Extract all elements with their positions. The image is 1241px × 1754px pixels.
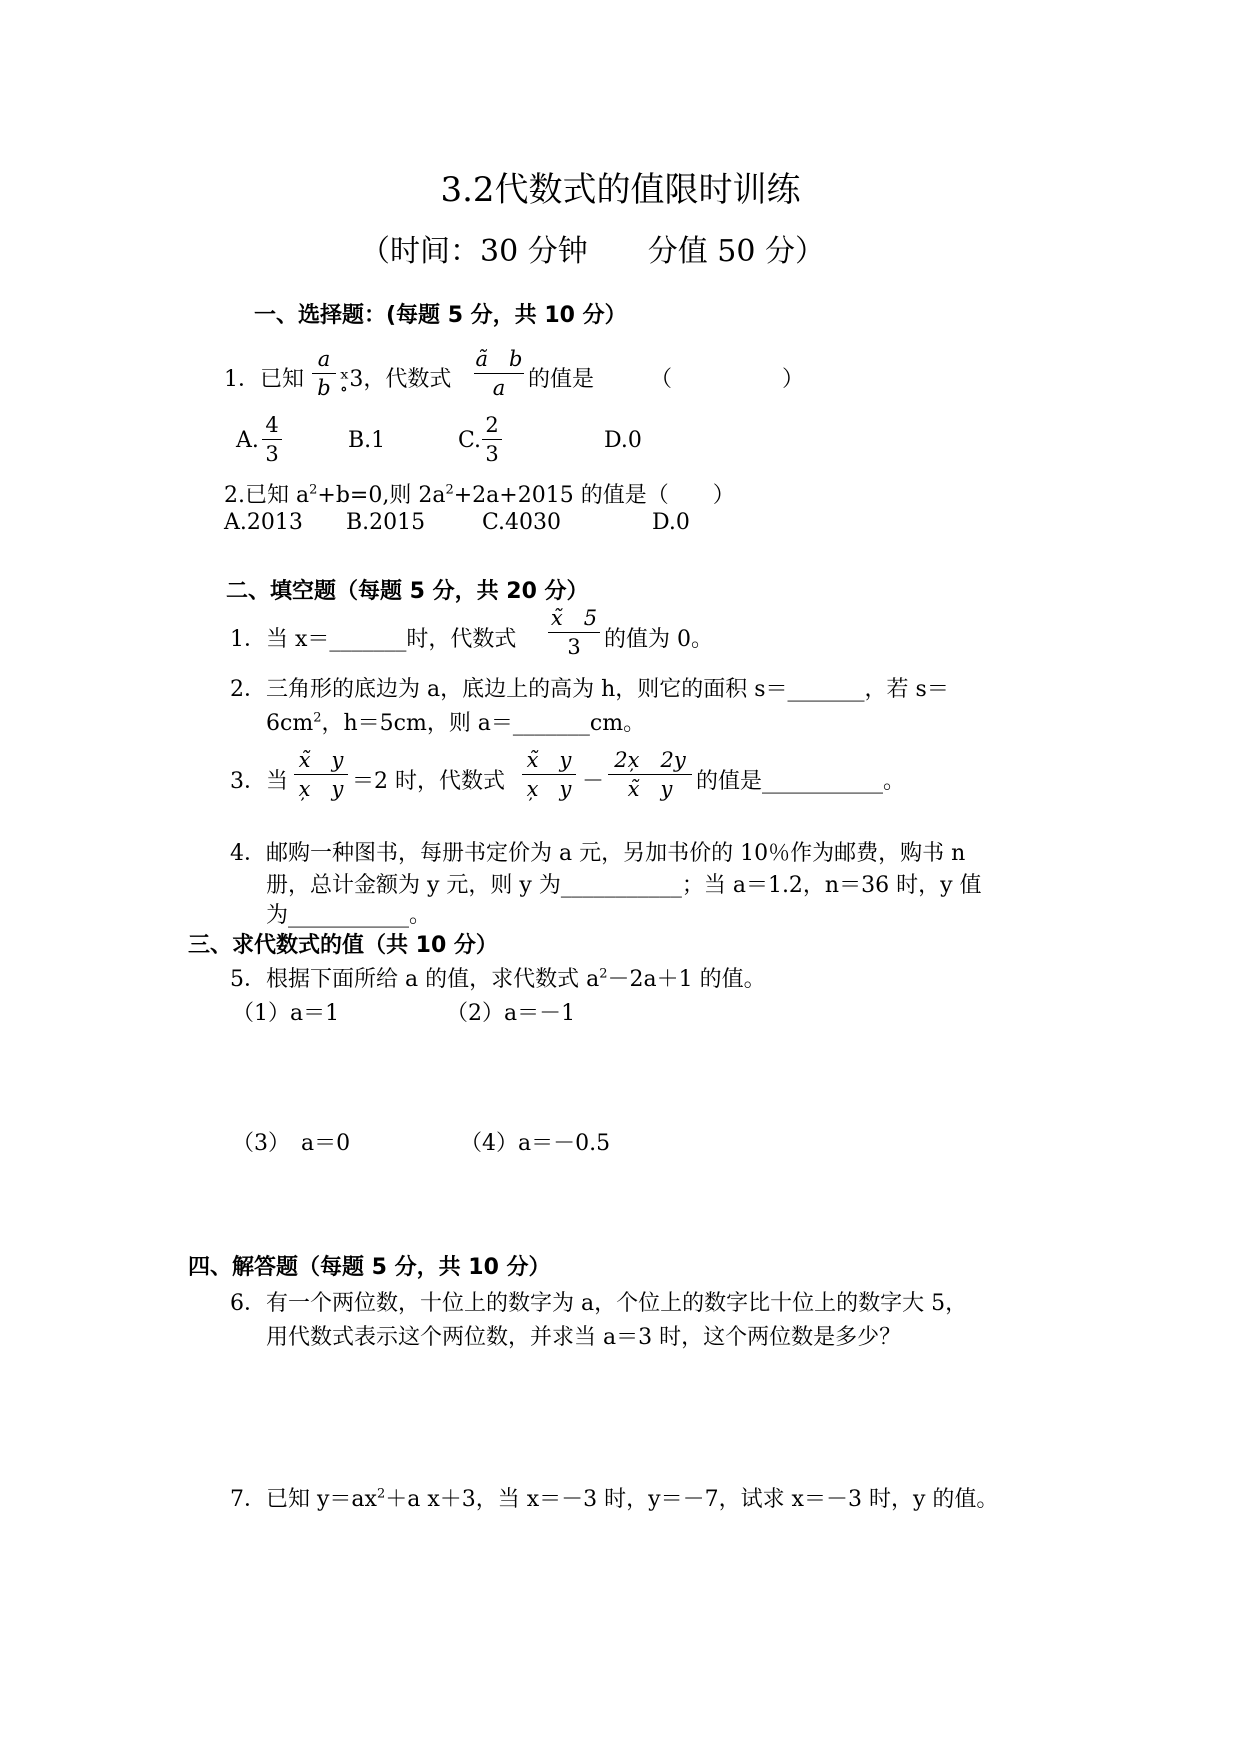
superscript: 2: [376, 1486, 386, 1502]
f2-line2-part: ，h＝5cm，则 a＝_______cm。: [321, 711, 646, 736]
q1-suffix: 的值是: [528, 367, 595, 392]
q1-option-c-fraction: [482, 411, 502, 468]
fraction-denominator: 3: [265, 442, 279, 466]
q2-option-a: A.2013: [224, 510, 303, 535]
superscript: 2: [445, 482, 454, 498]
q2-stem-part: +2a+2015 的值是（ ）: [453, 483, 735, 508]
e5-stem-part: －2a＋1 的值。: [607, 967, 766, 992]
q1-option-c-label: C.: [458, 428, 482, 453]
fraction-numerator: x̃ 5: [550, 606, 598, 630]
fraction-numerator: ã b: [475, 347, 523, 371]
f3-suffix: 的值是___________。: [696, 769, 906, 794]
f4-line3: 为___________。: [266, 903, 432, 928]
f1-fraction: [548, 604, 600, 661]
page-title: 3.2代数式的值限时训练: [440, 170, 801, 210]
f3-prefix: 3．当: [230, 769, 288, 794]
section-heading-fill-blank: 二、填空题（每题 5 分，共 20 分）: [226, 579, 589, 604]
a7-part: ＋a x＋3，当 x＝－3 时，y＝－7，试求 x＝－3 时，y 的值。: [385, 1487, 999, 1512]
q2-option-c: C.4030: [482, 510, 562, 535]
q2-stem-part: +b=0,则 2a: [317, 483, 446, 508]
section-heading-solve: 四、解答题（每题 5 分，共 10 分）: [188, 1255, 551, 1280]
q1-option-a-fraction: [262, 411, 282, 468]
superscript: 2: [309, 482, 318, 498]
q1-fraction-a-over-b: [312, 345, 336, 402]
f4-line2: 册，总计金额为 y 元，则 y 为___________；当 a＝1.2，n＝36 时，y 值: [266, 873, 982, 898]
f3-fraction-condition: [294, 746, 348, 803]
q1-option-d: D.0: [604, 428, 642, 453]
fraction-denominator: b: [317, 376, 331, 400]
page-subtitle: （时间：30 分钟 分值 50 分）: [360, 234, 825, 269]
q2-option-d: D.0: [652, 510, 690, 535]
f2-line1: 2．三角形的底边为 a，底边上的高为 h，则它的面积 s＝_______，若 s＝: [230, 677, 949, 702]
fraction-denominator: 3: [485, 442, 499, 466]
q1-fraction-expression: [474, 345, 524, 402]
superscript: 2: [599, 966, 608, 982]
section-heading-choice: 一、选择题：(每题 5 分，共 10 分）: [254, 303, 627, 328]
e5-part-1: （1）a＝1: [232, 1001, 340, 1026]
fraction-denominator: x̃ y: [627, 777, 673, 801]
fraction-numerator: a: [317, 347, 331, 371]
q2-option-b: B.2015: [346, 510, 426, 535]
a6-line2: 用代数式表示这个两位数，并求当 a＝3 时，这个两位数是多少？: [266, 1325, 902, 1350]
f3-minus-sign: －: [582, 769, 605, 794]
fraction-numerator: x̃ y: [298, 748, 344, 772]
f1-suffix: 的值为 0。: [604, 627, 713, 652]
fraction-denominator: a: [492, 376, 506, 400]
f3-fraction-first: [522, 746, 576, 803]
e5-stem-part: 5．根据下面所给 a 的值，求代数式 a: [230, 967, 600, 992]
e5-part-2: （2）a＝－1: [446, 1001, 576, 1026]
fraction-numerator: 4: [265, 413, 279, 437]
fraction-numerator: 2x̦ 2y: [614, 748, 686, 772]
section-heading-evaluate: 三、求代数式的值（共 10 分）: [188, 933, 498, 958]
superscript: 2: [313, 710, 322, 726]
q2-stem-part: 2.已知 a: [224, 483, 310, 508]
fraction-denominator: x̦ y: [526, 777, 572, 801]
f4-line1: 4．邮购一种图书，每册书定价为 a 元，另加书价的 10％作为邮费，购书 n: [230, 841, 966, 866]
q1-prefix: 1．已知: [224, 367, 304, 392]
f3-fraction-second: [608, 746, 692, 803]
a7-part: 7．已知 y＝ax: [230, 1487, 377, 1512]
f2-line2-part: 6cm: [266, 711, 314, 736]
e5-part-3: （3） a＝0: [232, 1131, 351, 1156]
f3-middle-text: ＝2 时，代数式: [352, 769, 505, 794]
fraction-denominator: 3: [567, 635, 581, 659]
e5-part-4: （4）a＝－0.5: [460, 1131, 611, 1156]
fraction-numerator: 2: [485, 413, 499, 437]
fraction-numerator: x̃ y: [526, 748, 572, 772]
a7-question: [230, 1482, 998, 1513]
fraction-denominator: x̦ y: [298, 777, 344, 801]
q1-condition-text: ˣ̥3，代数式: [340, 367, 452, 392]
q2-stem: [224, 478, 735, 509]
f2-line2: [266, 706, 645, 737]
q1-option-b: B.1: [348, 428, 386, 453]
f1-prefix: 1．当 x＝_______时，代数式: [230, 627, 517, 652]
q1-answer-blank: （ ）: [650, 367, 805, 392]
a6-line1: 6．有一个两位数，十位上的数字为 a，个位上的数字比十位上的数字大 5，: [230, 1291, 968, 1316]
e5-stem: [230, 962, 766, 993]
q1-option-a-label: A.: [236, 428, 259, 453]
